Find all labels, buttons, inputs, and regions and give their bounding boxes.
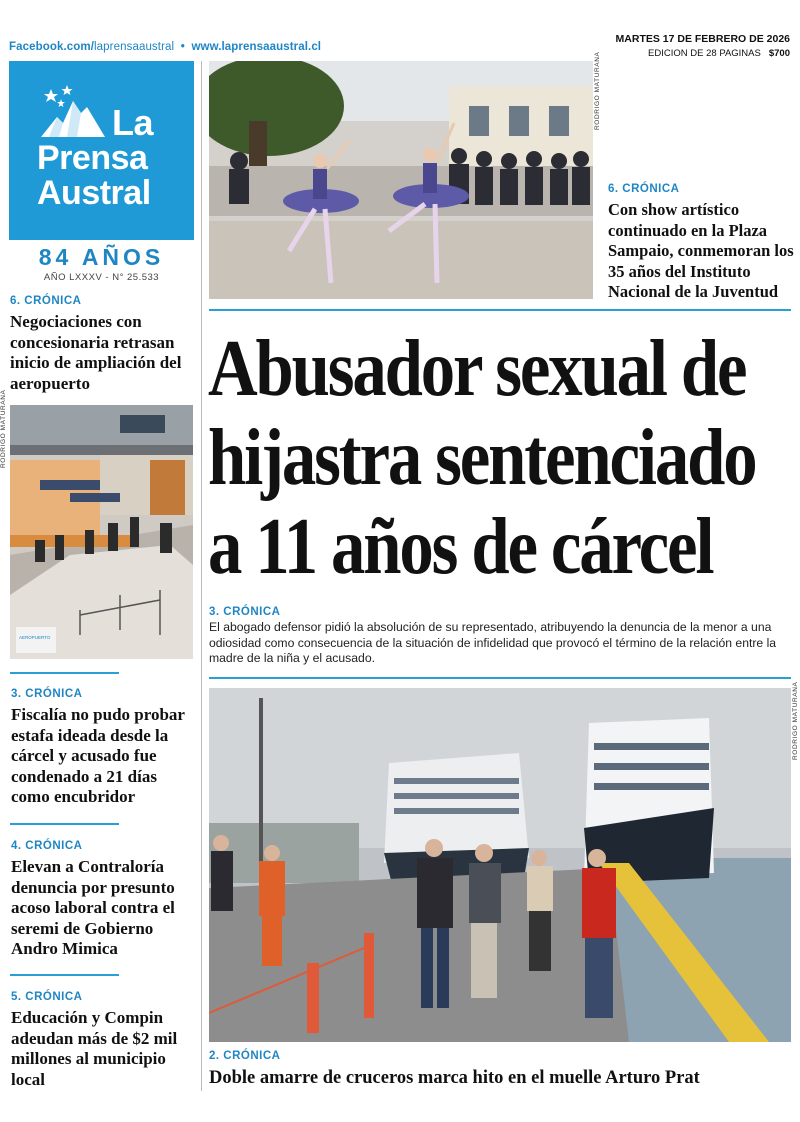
mountains-stars-icon xyxy=(39,79,109,139)
logo-line-2: Prensa xyxy=(37,139,148,177)
section-label: 6. CRÓNICA xyxy=(608,183,680,195)
photo-credit: RODRIGO MATURANA xyxy=(594,51,601,130)
story-headline-educacion[interactable]: Educación y Compin adeudan más de $2 mil millones al municipio local xyxy=(11,1008,178,1089)
logo-line-3: Austral xyxy=(37,174,151,212)
story-headline-contraloria[interactable]: Elevan a Contraloría denuncia por presunto acoso laboral contra el seremi de Gobierno Andro Mimica xyxy=(11,857,175,958)
photo-credit: RODRIGO MATURANA xyxy=(792,681,799,760)
edition-pages: EDICION DE 28 PAGINAS xyxy=(648,48,761,59)
section-label: 3. CRÓNICA xyxy=(11,688,83,700)
story-headline-airport[interactable]: Negociaciones con concesionaria retrasan inicio de ampliación del aeropuerto xyxy=(10,312,182,393)
facebook-link[interactable]: Facebook.com/laprensaaustral xyxy=(9,41,175,53)
ballet-dancers-image xyxy=(209,61,593,299)
photo-credit: RODRIGO MATURANA xyxy=(0,389,7,468)
separator: • xyxy=(180,41,185,53)
issue-date: MARTES 17 DE FEBRERO DE 2026 xyxy=(615,33,790,45)
section-label: 6. CRÓNICA xyxy=(10,295,82,307)
cruise-dock-image xyxy=(209,688,791,1042)
story-headline-injuv[interactable]: Con show artístico continuado en la Plaza Sampaio, conmemoran los 35 años del Instituto Nacional de la Juventud xyxy=(608,200,794,301)
section-label: 5. CRÓNICA xyxy=(11,991,83,1003)
main-headline-line: Abusador sexual de xyxy=(208,325,746,413)
divider xyxy=(10,823,119,825)
logo-line-1: La xyxy=(112,102,154,143)
story-headline-cruceros[interactable]: Doble amarre de cruceros marca hito en el muelle Arturo Prat xyxy=(209,1068,700,1088)
divider xyxy=(209,309,791,311)
story-headline-fiscalia[interactable]: Fiscalía no pudo probar estafa ideada desde la cárcel y acusado fue condenado a 21 días como encubridor xyxy=(11,705,185,806)
anniversary-label: 84 AÑOS xyxy=(38,244,165,270)
section-label: 3. CRÓNICA xyxy=(209,606,281,618)
column-divider xyxy=(201,61,202,1091)
edition-info xyxy=(648,48,790,59)
issue-number: AÑO LXXXV - N° 25.533 xyxy=(43,272,160,283)
airport-sign-text: AEROPUERTO xyxy=(19,635,51,640)
cruise-ships-photo[interactable] xyxy=(209,688,791,1042)
main-headline-line: a 11 años de cárcel xyxy=(208,503,713,591)
price: $700 xyxy=(768,48,790,59)
main-headline-line: hijastra sentenciado xyxy=(208,414,756,502)
main-headline[interactable] xyxy=(208,325,756,592)
airport-terminal-image xyxy=(10,405,193,659)
divider xyxy=(10,672,119,674)
social-links xyxy=(9,41,321,53)
divider xyxy=(209,677,791,679)
website-link[interactable]: www.laprensaaustral.cl xyxy=(191,41,322,53)
divider xyxy=(10,974,119,976)
main-story-lead: El abogado defensor pidió la absolución de su representado, atribuyendo la denuncia de la menor a una odiosidad como consecuencia de la situación de infidelidad que provocó el término de la relación entre la madre de la niña y el acusado. xyxy=(209,620,777,665)
section-label: 2. CRÓNICA xyxy=(209,1050,281,1062)
newspaper-logo[interactable] xyxy=(9,61,194,240)
section-label: 4. CRÓNICA xyxy=(11,840,83,852)
airport-photo[interactable] xyxy=(10,405,193,659)
ballet-photo[interactable] xyxy=(209,61,593,299)
